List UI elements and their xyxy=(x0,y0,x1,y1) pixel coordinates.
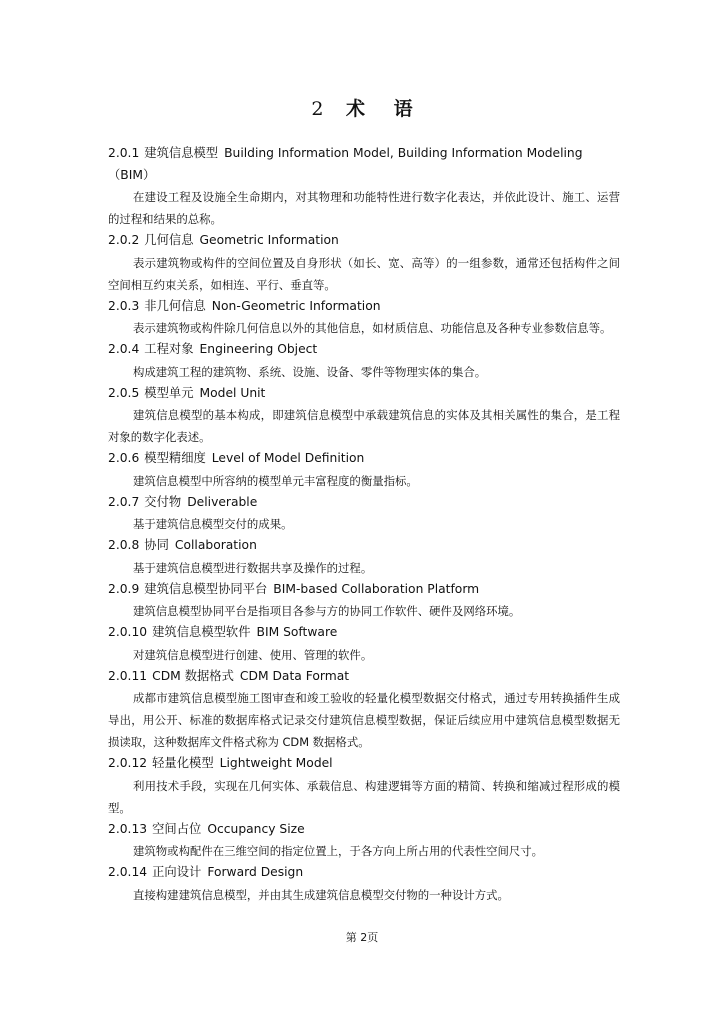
term-name-zh: 建筑信息模型 xyxy=(144,146,219,160)
term-code: 2.0.6 xyxy=(108,451,140,465)
chapter-title xyxy=(0,94,724,121)
term-definition: 表示建筑物或构件除几何信息以外的其他信息，如材质信息、功能信息及各种专业参数信息等。 xyxy=(133,321,612,335)
term-definition: 基于建筑信息模型交付的成果。 xyxy=(133,517,293,531)
term-definition: 构成建筑工程的建筑物、系统、设施、设备、零件等物理实体的集合。 xyxy=(133,364,487,379)
term-name-zh: 交付物 xyxy=(144,494,182,509)
term-definition: 利用技术手段，实现在几何实体、承载信息、构建逻辑等方面的精简、转换和缩减过程形成的模型。 xyxy=(108,778,620,815)
term-definition: 建筑物或构配件在三维空间的指定位置上，于各方向上所占用的代表性空间尺寸。 xyxy=(133,844,544,858)
term-heading xyxy=(108,296,620,318)
term-name-zh: 建筑信息模型软件 xyxy=(152,625,251,639)
term-name-en: CDM Data Format xyxy=(239,668,350,683)
term-definition: 直接构建建筑信息模型，并由其生成建筑信息模型交付物的一种设计方式。 xyxy=(133,887,509,902)
term-code: 2.0.9 xyxy=(108,581,140,596)
term-heading xyxy=(108,492,620,514)
term-heading xyxy=(108,383,620,405)
term-heading xyxy=(108,448,620,470)
term-name-en: Engineering Object xyxy=(199,342,318,356)
term-name-zh: 空间占位 xyxy=(152,821,202,836)
term-name-zh: 模型精细度 xyxy=(144,451,206,465)
term-heading xyxy=(108,819,620,841)
term-heading xyxy=(108,666,620,688)
term-heading xyxy=(108,230,620,252)
term-heading xyxy=(108,862,620,884)
term-entry xyxy=(108,535,620,579)
term-code: 2.0.1 xyxy=(108,146,140,160)
term-entry xyxy=(108,492,620,536)
term-entry xyxy=(108,579,620,623)
terms-list xyxy=(108,143,620,906)
chapter-title-part1: 术 xyxy=(346,98,366,120)
term-heading xyxy=(108,535,620,557)
term-name-zh: 建筑信息模型协同平台 xyxy=(144,581,268,596)
term-name-zh: 模型单元 xyxy=(144,385,194,400)
term-name-en: Non-Geometric Information xyxy=(211,298,381,313)
term-definition: 表示建筑物或构件的空间位置及自身形状（如长、宽、高等）的一组参数，通常还包括构件之间空间相互约束关系，如相连、平行、垂直等。 xyxy=(108,255,620,292)
term-code: 2.0.11 xyxy=(108,668,148,683)
page-number: 第 2页 xyxy=(345,931,379,944)
term-entry xyxy=(108,296,620,340)
term-code: 2.0.10 xyxy=(108,625,148,639)
term-name-en: Deliverable xyxy=(187,494,258,509)
term-heading xyxy=(108,753,620,775)
term-definition: 在建设工程及设施全生命期内，对其物理和功能特性进行数字化表达，并依此设计、施工、运营的过程和结果的总称。 xyxy=(108,190,620,226)
term-definition: 建筑信息模型协同平台是指项目各参与方的协同工作软件、硬件及网络环境。 xyxy=(133,604,521,618)
term-code: 2.0.4 xyxy=(108,342,140,356)
term-definition: 基于建筑信息模型进行数据共享及操作的过程。 xyxy=(133,560,373,575)
term-code: 2.0.12 xyxy=(108,756,148,770)
term-name-en: Level of Model Definition xyxy=(211,451,365,465)
term-entry xyxy=(108,230,620,296)
term-name-en: Building Information Model, Building Information Modeling（BIM） xyxy=(108,146,583,182)
term-name-en: Model Unit xyxy=(199,385,266,400)
term-heading xyxy=(108,579,620,601)
term-entry xyxy=(108,339,620,383)
term-entry xyxy=(108,143,620,230)
term-name-en: Geometric Information xyxy=(199,233,339,247)
term-entry xyxy=(108,753,620,819)
term-name-zh: 几何信息 xyxy=(144,233,194,247)
term-entry xyxy=(108,622,620,666)
term-code: 2.0.3 xyxy=(108,298,140,313)
term-entry xyxy=(108,448,620,492)
chapter-number: 2 xyxy=(311,98,324,120)
term-name-en: Forward Design xyxy=(207,865,304,879)
term-name-en: Occupancy Size xyxy=(207,821,305,836)
term-entry xyxy=(108,383,620,449)
term-code: 2.0.13 xyxy=(108,821,148,836)
term-heading xyxy=(108,143,620,186)
term-name-en: BIM-based Collaboration Platform xyxy=(273,581,480,596)
term-code: 2.0.2 xyxy=(108,233,140,247)
term-code: 2.0.8 xyxy=(108,538,140,552)
term-code: 2.0.14 xyxy=(108,865,148,879)
term-name-zh: 协同 xyxy=(144,538,169,552)
term-heading xyxy=(108,339,620,361)
term-code: 2.0.5 xyxy=(108,385,140,400)
term-entry xyxy=(108,819,620,863)
term-name-en: Collaboration xyxy=(174,538,257,552)
term-name-zh: 非几何信息 xyxy=(144,298,206,313)
term-name-zh: 轻量化模型 xyxy=(152,756,214,770)
term-definition: 对建筑信息模型进行创建、使用、管理的软件。 xyxy=(133,647,373,662)
term-name-en: BIM Software xyxy=(256,625,338,639)
term-entry xyxy=(108,862,620,906)
term-name-en: Lightweight Model xyxy=(219,756,333,770)
term-code: 2.0.7 xyxy=(108,494,140,509)
term-definition: 建筑信息模型的基本构成，即建筑信息模型中承载建筑信息的实体及其相关属性的集合，是工程对象的数字化表述。 xyxy=(108,408,620,444)
term-definition: 建筑信息模型中所容纳的模型单元丰富程度的衡量指标。 xyxy=(133,473,418,488)
term-name-zh: 正向设计 xyxy=(152,865,202,879)
term-name-zh: 工程对象 xyxy=(144,342,194,356)
chapter-title-part2: 语 xyxy=(393,98,413,120)
term-heading xyxy=(108,622,620,644)
term-definition: 成都市建筑信息模型施工图审查和竣工验收的轻量化模型数据交付格式，通过专用转换插件生成导出，用公开、标准的数据库格式记录交付建筑信息模型数据，保证后续应用中建筑信息模型数据无损读取，这种数据库文件格式称为 CDM 数据格式。 xyxy=(108,691,620,749)
term-entry xyxy=(108,666,620,754)
term-name-zh: CDM 数据格式 xyxy=(152,668,234,683)
